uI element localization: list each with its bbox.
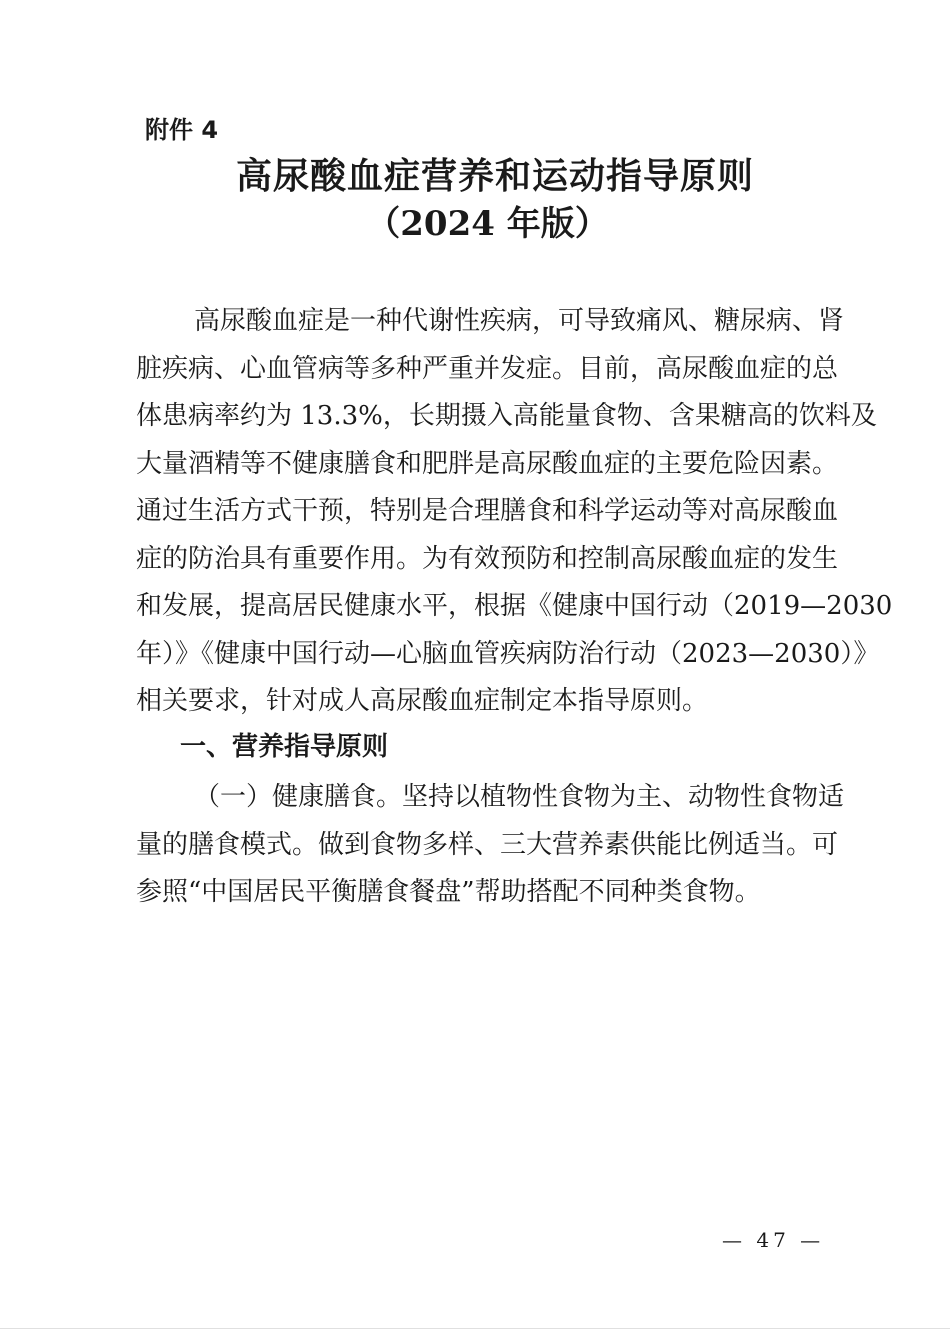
text-line: 通过生活方式干预，特别是合理膳食和科学运动等对高尿酸血 xyxy=(136,496,839,526)
text-line: （一）健康膳食。坚持以植物性食物为主、动物性食物适 xyxy=(194,782,845,812)
section1-paragraph xyxy=(136,774,845,917)
page-number: — 47 — xyxy=(722,1228,825,1252)
page-edge-divider xyxy=(0,1328,950,1329)
text-line: 相关要求，针对成人高尿酸血症制定本指导原则。 xyxy=(136,686,709,716)
text-line: 高尿酸血症是一种代谢性疾病，可导致痛风、糖尿病、肾 xyxy=(194,306,845,336)
text-line: 症的防治具有重要作用。为有效预防和控制高尿酸血症的发生 xyxy=(136,543,839,574)
intro-paragraph xyxy=(136,298,893,726)
text-line: 和发展，提高居民健康水平，根据《健康中国行动（2019—2030 xyxy=(136,591,893,621)
text-line: 体患病率约为 13.3%，长期摄入高能量食物、含果糖高的饮料及 xyxy=(136,401,877,431)
text-line: 大量酒精等不健康膳食和肥胖是高尿酸血症的主要危险因素。 xyxy=(136,448,839,479)
attachment-label: 附件 4 xyxy=(145,116,219,144)
document-subtitle: （2024 年版） xyxy=(366,204,609,244)
text-line: 参照“中国居民平衡膳食餐盘”帮助搭配不同种类食物。 xyxy=(136,877,761,907)
text-line: 量的膳食模式。做到食物多样、三大营养素供能比例适当。可 xyxy=(136,829,839,860)
text-line: 脏疾病、心血管病等多种严重并发症。目前，高尿酸血症的总 xyxy=(136,353,839,384)
document-title: 高尿酸血症营养和运动指导原则 xyxy=(235,155,754,197)
section-heading: 一、营养指导原则 xyxy=(180,732,389,762)
text-line: 年）》《健康中国行动—心脑血管疾病防治行动（2023—2030）》 xyxy=(136,638,880,669)
